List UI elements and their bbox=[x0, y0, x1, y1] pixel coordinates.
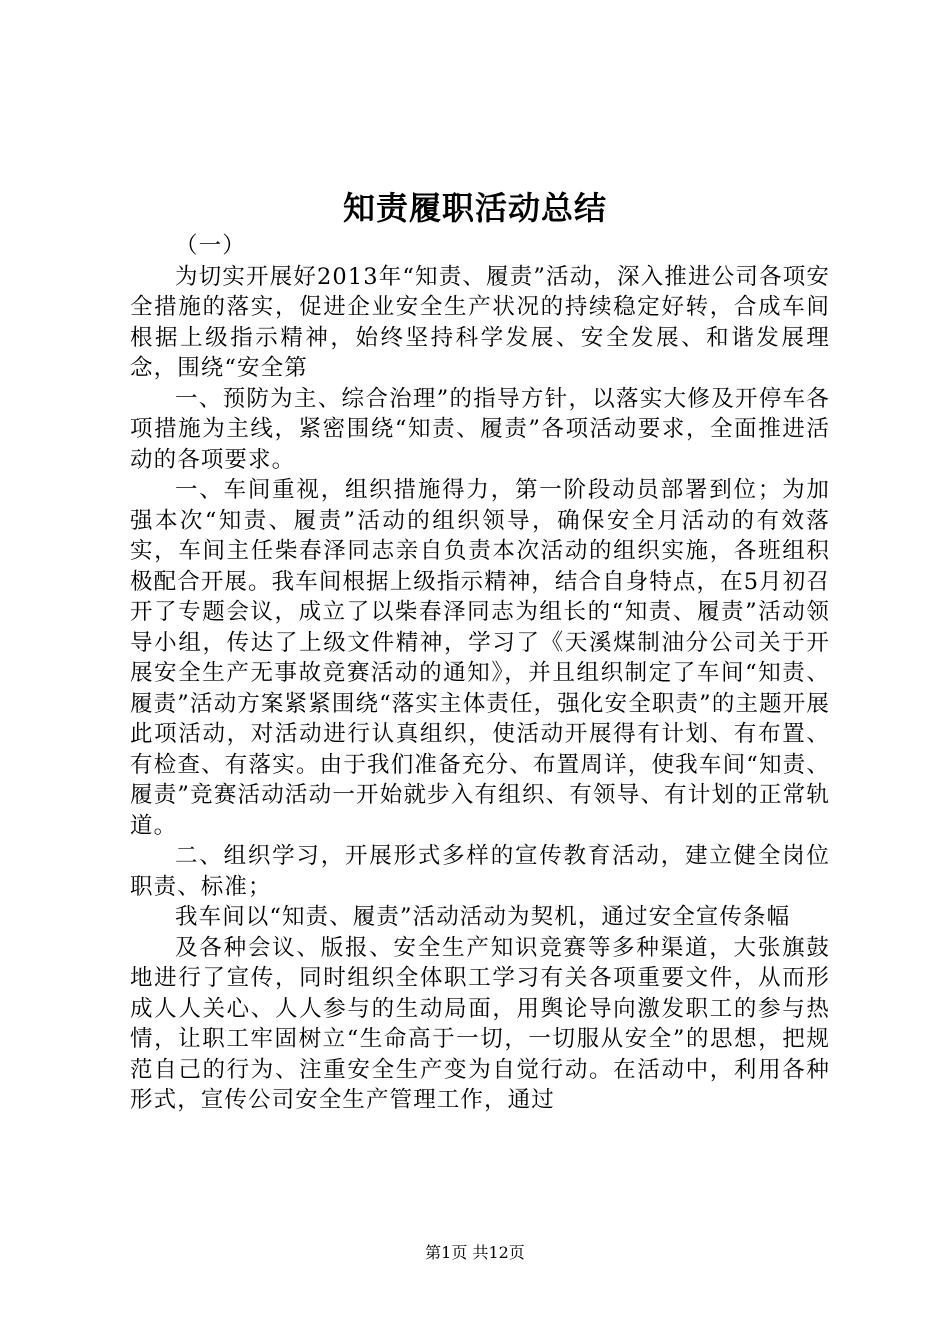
paragraph-4: 二、组织学习，开展形式多样的宣传教育活动，建立健全岗位职责、标准； bbox=[130, 843, 830, 900]
paragraph-5: 我车间以“知责、履责”活动活动为契机，通过安全宣传条幅 bbox=[175, 904, 791, 930]
document-title: 知责履职活动总结 bbox=[342, 189, 607, 227]
paragraph-3: 一、车间重视，组织措施得力，第一阶段动员部署到位；为加强本次“知责、履责”活动的组织领导，确保安全月活动的有效落实，车间主任柴春泽同志亲自负责本次活动的组织实施，各班组积极配合开展。我车间根据上级指示精神，结合自身特点，在5月初召开了专题会议，成立了以柴春泽同志为组长的“知责、履责”活动领导小组，传达了上级文件精神，学习了《天溪煤制油分公司关于开展安全生产无事故竞赛活动的通知》，并且组织制定了车间“知责、履责”活动方案紧紧围绕“落实主体责任，强化安全职责”的主题开展此项活动，对活动进行认真组织，使活动开展得有计划、有布置、有检查、有落实。由于我们准备充分、布置周详，使我车间“知责、履责”竞赛活动活动一开始就步入有组织、有领导、有计划的正常轨道。 bbox=[130, 477, 830, 839]
section-marker: （一） bbox=[175, 233, 246, 259]
paragraph-1: 为切实开展好2013年“知责、履责”活动，深入推进公司各项安全措施的落实，促进企业安全生产状况的持续稳定好转，合成车间根据上级指示精神，始终坚持科学发展、安全发展、和谐发展理念，围绕“安全第 bbox=[130, 263, 830, 381]
paragraph-6: 及各种会议、版报、安全生产知识竞赛等多种渠道，大张旗鼓地进行了宣传，同时组织全体职工学习有关各项重要文件，从而形成人人关心、人人参与的生动局面，用舆论导向激发职工的参与热情，让职工牢固树立“生命高于一切，一切服从安全”的思想，把规范自己的行为、注重安全生产变为自觉行动。在活动中，利用各种形式，宣传公司安全生产管理工作，通过 bbox=[130, 934, 830, 1113]
page-footer: 第1页 共12页 bbox=[425, 1243, 525, 1262]
paragraph-2: 一、预防为主、综合治理”的指导方针，以落实大修及开停车各项措施为主线，紧密围绕“知责、履责”各项活动要求，全面推进活动的各项要求。 bbox=[130, 385, 830, 473]
document-body bbox=[130, 231, 830, 1116]
